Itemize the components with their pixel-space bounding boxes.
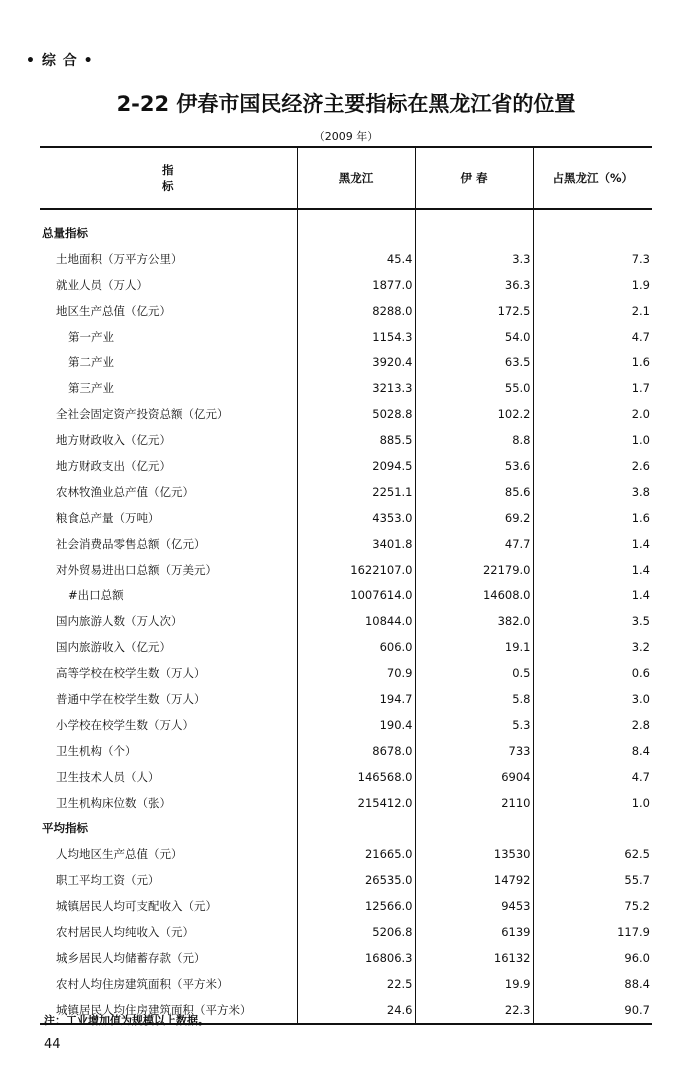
table-row	[40, 427, 652, 453]
heilongjiang-value: 606.0	[297, 634, 415, 660]
table-row	[40, 634, 652, 660]
yichun-value: 102.2	[415, 401, 533, 427]
heilongjiang-value: 3920.4	[297, 349, 415, 375]
heilongjiang-value: 16806.3	[297, 945, 415, 971]
page-title: 2-22 伊春市国民经济主要指标在黑龙江省的位置	[116, 92, 576, 116]
share-value: 2.6	[533, 453, 652, 479]
table-row	[40, 790, 652, 816]
heilongjiang-value: 2094.5	[297, 453, 415, 479]
heilongjiang-value: 12566.0	[297, 893, 415, 919]
column-header-heilongjiang: 黑龙江	[297, 147, 415, 209]
share-value	[533, 209, 652, 246]
yichun-value: 16132	[415, 945, 533, 971]
heilongjiang-value: 3213.3	[297, 375, 415, 401]
table-row	[40, 324, 652, 350]
heilongjiang-value: 1007614.0	[297, 582, 415, 608]
yichun-value: 6904	[415, 764, 533, 790]
column-header-indicator: 指 标	[40, 147, 297, 209]
table-row	[40, 712, 652, 738]
indicator-label: 农林牧渔业总产值（亿元）	[56, 484, 194, 499]
yichun-value: 8.8	[415, 427, 533, 453]
share-value: 1.0	[533, 790, 652, 816]
yichun-value: 3.3	[415, 246, 533, 272]
table-row	[40, 608, 652, 634]
indicator-label: 土地面积（万平方公里）	[56, 251, 183, 266]
share-value: 2.0	[533, 401, 652, 427]
indicator-label: 普通中学在校学生数（万人）	[56, 691, 206, 706]
share-value: 1.7	[533, 375, 652, 401]
yichun-value: 22.3	[415, 997, 533, 1024]
yichun-value: 53.6	[415, 453, 533, 479]
heilongjiang-value: 24.6	[297, 997, 415, 1024]
heilongjiang-value	[297, 815, 415, 841]
share-value: 75.2	[533, 893, 652, 919]
yichun-value: 69.2	[415, 505, 533, 531]
table-row	[40, 841, 652, 867]
share-value: 4.7	[533, 764, 652, 790]
table-row	[40, 815, 652, 841]
share-value: 7.3	[533, 246, 652, 272]
yichun-value: 14792	[415, 867, 533, 893]
share-value: 1.6	[533, 349, 652, 375]
footnote: 注：工业增加值为规模以上数据。	[44, 1014, 209, 1027]
indicator-label: 对外贸易进出口总额（万美元）	[56, 562, 217, 577]
indicator-label: 小学校在校学生数（万人）	[56, 717, 194, 732]
indicator-label: 高等学校在校学生数（万人）	[56, 666, 206, 681]
share-value: 4.7	[533, 324, 652, 350]
share-value: 0.6	[533, 660, 652, 686]
indicator-label: 城乡居民人均储蓄存款（元）	[56, 950, 206, 965]
table-row	[40, 893, 652, 919]
section-heading: 平均指标	[42, 821, 88, 836]
yichun-value: 6139	[415, 919, 533, 945]
share-value: 3.5	[533, 608, 652, 634]
indicator-label: 地区生产总值（亿元）	[56, 303, 171, 318]
table-row	[40, 209, 652, 246]
heilongjiang-value	[297, 209, 415, 246]
yichun-value: 19.1	[415, 634, 533, 660]
heilongjiang-value: 3401.8	[297, 531, 415, 557]
table-row	[40, 557, 652, 583]
table-row	[40, 375, 652, 401]
table-row	[40, 971, 652, 997]
share-value: 62.5	[533, 841, 652, 867]
share-value: 3.8	[533, 479, 652, 505]
indicator-label: 就业人员（万人）	[56, 277, 148, 292]
yichun-value: 55.0	[415, 375, 533, 401]
indicator-label: 人均地区生产总值（元）	[56, 847, 183, 862]
heilongjiang-value: 190.4	[297, 712, 415, 738]
table-row	[40, 349, 652, 375]
table-row	[40, 531, 652, 557]
indicator-label: #出口总额	[68, 588, 124, 603]
share-value: 55.7	[533, 867, 652, 893]
yichun-value: 5.8	[415, 686, 533, 712]
indicator-label: 国内旅游人数（万人次）	[56, 614, 183, 629]
table-row	[40, 401, 652, 427]
yichun-value	[415, 815, 533, 841]
table-row	[40, 660, 652, 686]
indicator-label: 地方财政收入（亿元）	[56, 433, 171, 448]
table-row	[40, 582, 652, 608]
share-value: 1.6	[533, 505, 652, 531]
table-row	[40, 867, 652, 893]
yichun-value: 19.9	[415, 971, 533, 997]
share-value: 1.4	[533, 582, 652, 608]
indicator-table	[40, 146, 652, 1025]
share-value: 117.9	[533, 919, 652, 945]
yichun-value: 54.0	[415, 324, 533, 350]
yichun-value: 172.5	[415, 298, 533, 324]
section-heading: 总量指标	[42, 225, 88, 240]
yichun-value: 9453	[415, 893, 533, 919]
indicator-label: 农村人均住房建筑面积（平方米）	[56, 976, 229, 991]
indicator-label: 粮食总产量（万吨）	[56, 510, 160, 525]
indicator-label: 全社会固定资产投资总额（亿元）	[56, 407, 229, 422]
share-value: 90.7	[533, 997, 652, 1024]
yichun-value: 2110	[415, 790, 533, 816]
share-value: 1.0	[533, 427, 652, 453]
table-row	[40, 298, 652, 324]
table-row	[40, 945, 652, 971]
share-value: 3.0	[533, 686, 652, 712]
indicator-label: 第三产业	[68, 381, 114, 396]
share-value: 1.9	[533, 272, 652, 298]
heilongjiang-value: 885.5	[297, 427, 415, 453]
yichun-value: 85.6	[415, 479, 533, 505]
heilongjiang-value: 1622107.0	[297, 557, 415, 583]
indicator-label: 卫生技术人员（人）	[56, 769, 160, 784]
yichun-value: 63.5	[415, 349, 533, 375]
indicator-label: 职工平均工资（元）	[56, 873, 160, 888]
share-value: 96.0	[533, 945, 652, 971]
heilongjiang-value: 5206.8	[297, 919, 415, 945]
yichun-value: 36.3	[415, 272, 533, 298]
yichun-value: 733	[415, 738, 533, 764]
indicator-label: 农村居民人均纯收入（元）	[56, 924, 194, 939]
heilongjiang-value: 4353.0	[297, 505, 415, 531]
indicator-label: 城镇居民人均可支配收入（元）	[56, 899, 217, 914]
heilongjiang-value: 5028.8	[297, 401, 415, 427]
yichun-value: 13530	[415, 841, 533, 867]
page-number: 44	[44, 1037, 61, 1052]
heilongjiang-value: 194.7	[297, 686, 415, 712]
table-row	[40, 738, 652, 764]
heilongjiang-value: 70.9	[297, 660, 415, 686]
yichun-value: 22179.0	[415, 557, 533, 583]
table-row	[40, 272, 652, 298]
indicator-label: 社会消费品零售总额（亿元）	[56, 536, 206, 551]
table-row	[40, 453, 652, 479]
share-value: 2.8	[533, 712, 652, 738]
heilongjiang-value: 45.4	[297, 246, 415, 272]
indicator-label: 地方财政支出（亿元）	[56, 458, 171, 473]
yichun-value: 382.0	[415, 608, 533, 634]
heilongjiang-value: 1154.3	[297, 324, 415, 350]
heilongjiang-value: 1877.0	[297, 272, 415, 298]
share-value	[533, 815, 652, 841]
column-header-yichun: 伊 春	[415, 147, 533, 209]
table-row	[40, 505, 652, 531]
indicator-label: 城镇居民人均住房建筑面积（平方米）	[40, 997, 297, 1024]
heilongjiang-value: 22.5	[297, 971, 415, 997]
share-value: 1.4	[533, 531, 652, 557]
heilongjiang-value: 215412.0	[297, 790, 415, 816]
heilongjiang-value: 8678.0	[297, 738, 415, 764]
yichun-value: 5.3	[415, 712, 533, 738]
yichun-value: 47.7	[415, 531, 533, 557]
share-value: 1.4	[533, 557, 652, 583]
column-header-share: 占黑龙江（%）	[533, 147, 652, 209]
heilongjiang-value: 10844.0	[297, 608, 415, 634]
heilongjiang-value: 146568.0	[297, 764, 415, 790]
yichun-value	[415, 209, 533, 246]
yichun-value: 14608.0	[415, 582, 533, 608]
indicator-label: 第二产业	[68, 355, 114, 370]
indicator-label: 第一产业	[68, 329, 114, 344]
share-value: 88.4	[533, 971, 652, 997]
yichun-value: 0.5	[415, 660, 533, 686]
indicator-label: 卫生机构（个）	[56, 743, 137, 758]
table-row	[40, 919, 652, 945]
share-value: 3.2	[533, 634, 652, 660]
share-value: 2.1	[533, 298, 652, 324]
heilongjiang-value: 26535.0	[297, 867, 415, 893]
table-row	[40, 479, 652, 505]
section-tag: • 综 合 •	[26, 53, 94, 69]
table-header-row	[40, 147, 652, 209]
table-row	[40, 246, 652, 272]
indicator-label: 卫生机构床位数（张）	[56, 795, 171, 810]
share-value: 8.4	[533, 738, 652, 764]
indicator-label: 国内旅游收入（亿元）	[56, 640, 171, 655]
heilongjiang-value: 2251.1	[297, 479, 415, 505]
table-row	[40, 686, 652, 712]
heilongjiang-value: 21665.0	[297, 841, 415, 867]
year-label: （2009 年）	[313, 130, 379, 143]
table-row	[40, 764, 652, 790]
heilongjiang-value: 8288.0	[297, 298, 415, 324]
